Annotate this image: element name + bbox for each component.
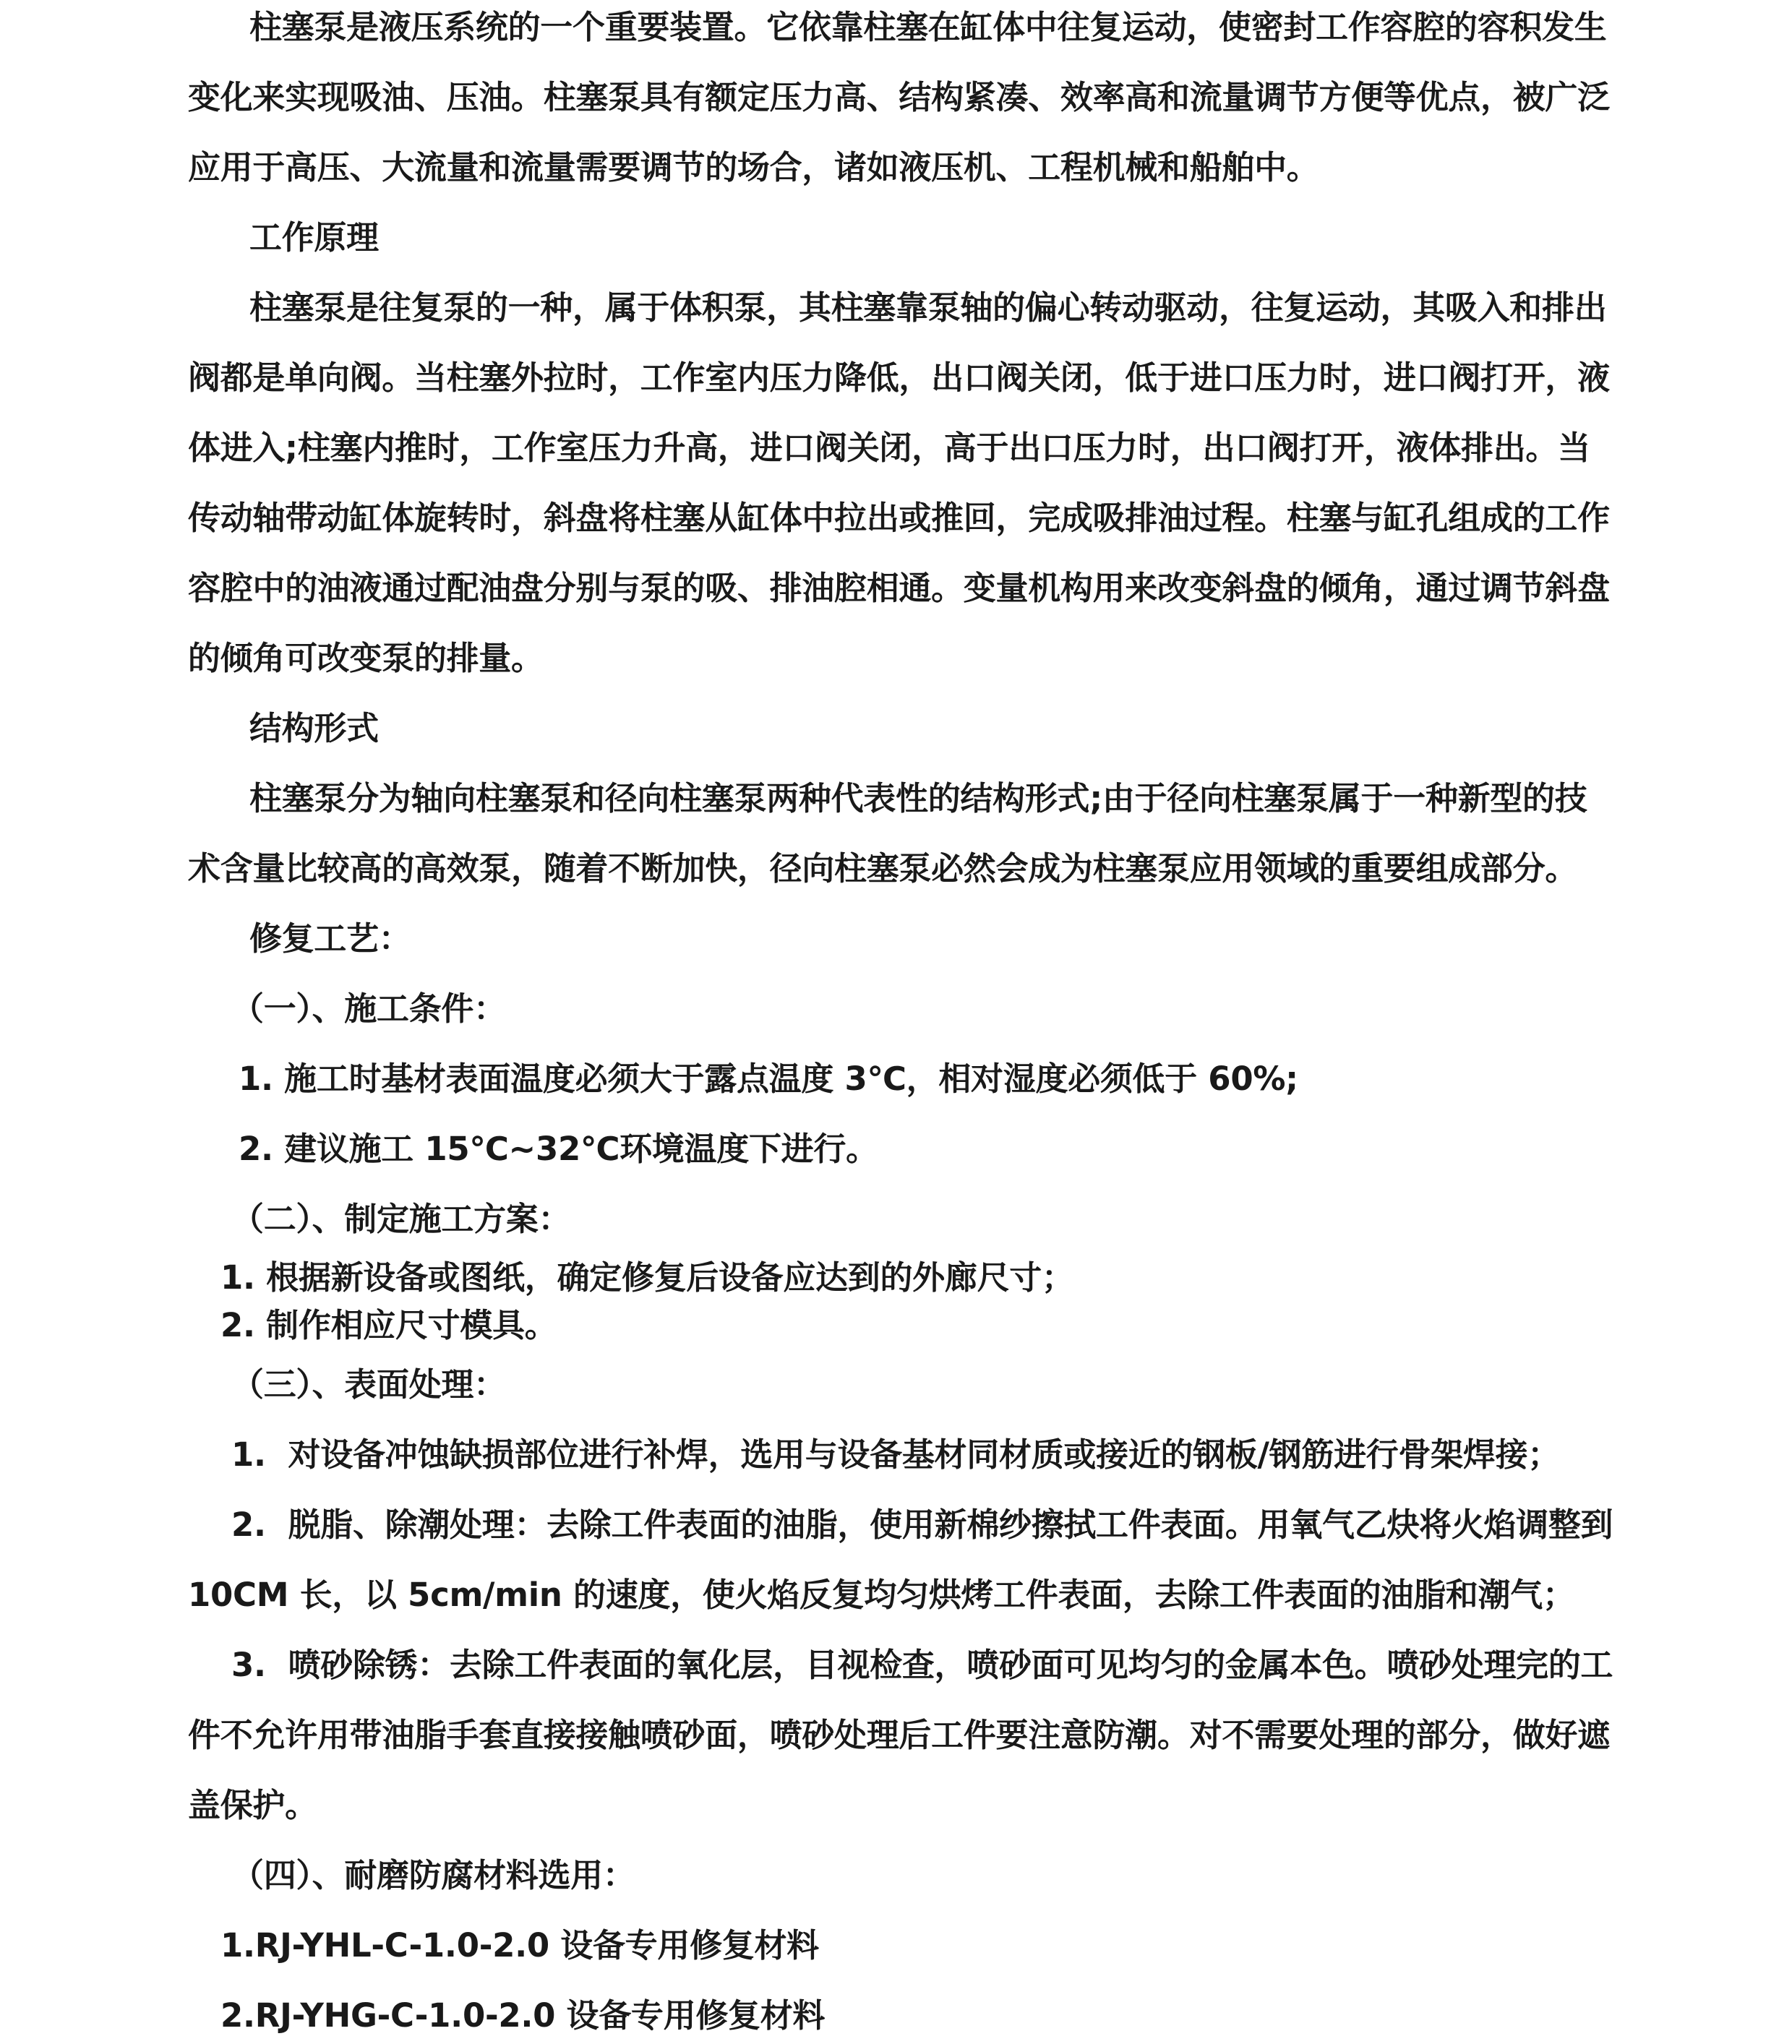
- text-line: 工作原理: [249, 218, 379, 257]
- text-line: 2. 建议施工 15℃~32℃环境温度下进行。: [239, 1130, 878, 1168]
- text-line: 2. 脱脂、除潮处理：去除工件表面的油脂，使用新棉纱擦拭工件表面。用氧气乙炔将火焰调整到: [231, 1506, 1613, 1544]
- text-line: 3. 喷砂除锈：去除工件表面的氧化层，目视检查，喷砂面可见均匀的金属本色。喷砂处理完的工: [231, 1646, 1613, 1684]
- text-line: 体进入;柱塞内推时，工作室压力升高，进口阀关闭，高于出口压力时，出口阀打开，液体排出。当: [188, 429, 1590, 467]
- text-line: 阀都是单向阀。当柱塞外拉时，工作室内压力降低，出口阀关闭，低于进口压力时，进口阀打开，液: [188, 358, 1610, 397]
- text-line: 柱塞泵分为轴向柱塞泵和径向柱塞泵两种代表性的结构形式;由于径向柱塞泵属于一种新型的技: [249, 779, 1587, 817]
- text-line: 1. 根据新设备或图纸，确定修复后设备应达到的外廊尺寸；: [220, 1258, 1074, 1297]
- text-line: （一）、施工条件：: [231, 989, 506, 1028]
- text-line: 1. 对设备冲蚀缺损部位进行补焊，选用与设备基材同材质或接近的钢板/钢筋进行骨架焊接；: [231, 1435, 1560, 1474]
- text-line: 1. 施工时基材表面温度必须大于露点温度 3℃，相对湿度必须低于 60%;: [239, 1060, 1298, 1098]
- text-line: 传动轴带动缸体旋转时，斜盘将柱塞从缸体中拉出或推回，完成吸排油过程。柱塞与缸孔组成的工作: [188, 499, 1610, 537]
- document-text: [188, 0, 1699, 2044]
- text-line: 变化来实现吸油、压油。柱塞泵具有额定压力高、结构紧凑、效率高和流量调节方便等优点，被广泛: [188, 78, 1610, 116]
- text-line: （四）、耐磨防腐材料选用：: [231, 1856, 635, 1894]
- text-line: 应用于高压、大流量和流量需要调节的场合，诸如液压机、工程机械和船舶中。: [188, 148, 1319, 186]
- text-line: 修复工艺：: [249, 919, 411, 958]
- text-line: 的倾角可改变泵的排量。: [188, 639, 544, 677]
- text-line: （三）、表面处理：: [231, 1365, 506, 1404]
- text-line: 2.RJ-YHG-C-1.0-2.0 设备专用修复材料: [220, 1996, 826, 2035]
- text-line: 10CM 长，以 5cm/min 的速度，使火焰反复均匀烘烤工件表面，去除工件表面的油脂和潮气；: [188, 1576, 1575, 1614]
- text-line: 柱塞泵是往复泵的一种，属于体积泵，其柱塞靠泵轴的偏心转动驱动，往复运动，其吸入和排出: [249, 288, 1607, 327]
- text-line: 2. 制作相应尺寸模具。: [220, 1306, 557, 1344]
- text-line: 柱塞泵是液压系统的一个重要装置。它依靠柱塞在缸体中往复运动，使密封工作容腔的容积发生: [249, 8, 1607, 46]
- text-line: 盖保护。: [188, 1786, 317, 1824]
- text-line: 容腔中的油液通过配油盘分别与泵的吸、排油腔相通。变量机构用来改变斜盘的倾角，通过调节斜盘: [188, 569, 1610, 607]
- text-line: 件不允许用带油脂手套直接接触喷砂面，喷砂处理后工件要注意防潮。对不需要处理的部分，做好遮: [188, 1716, 1610, 1754]
- text-line: （二）、制定施工方案：: [231, 1200, 571, 1238]
- text-line: 术含量比较高的高效泵，随着不断加快，径向柱塞泵必然会成为柱塞泵应用领域的重要组成部分。: [188, 849, 1578, 888]
- text-line: 1.RJ-YHL-C-1.0-2.0 设备专用修复材料: [220, 1926, 819, 1964]
- text-line: 结构形式: [249, 709, 379, 747]
